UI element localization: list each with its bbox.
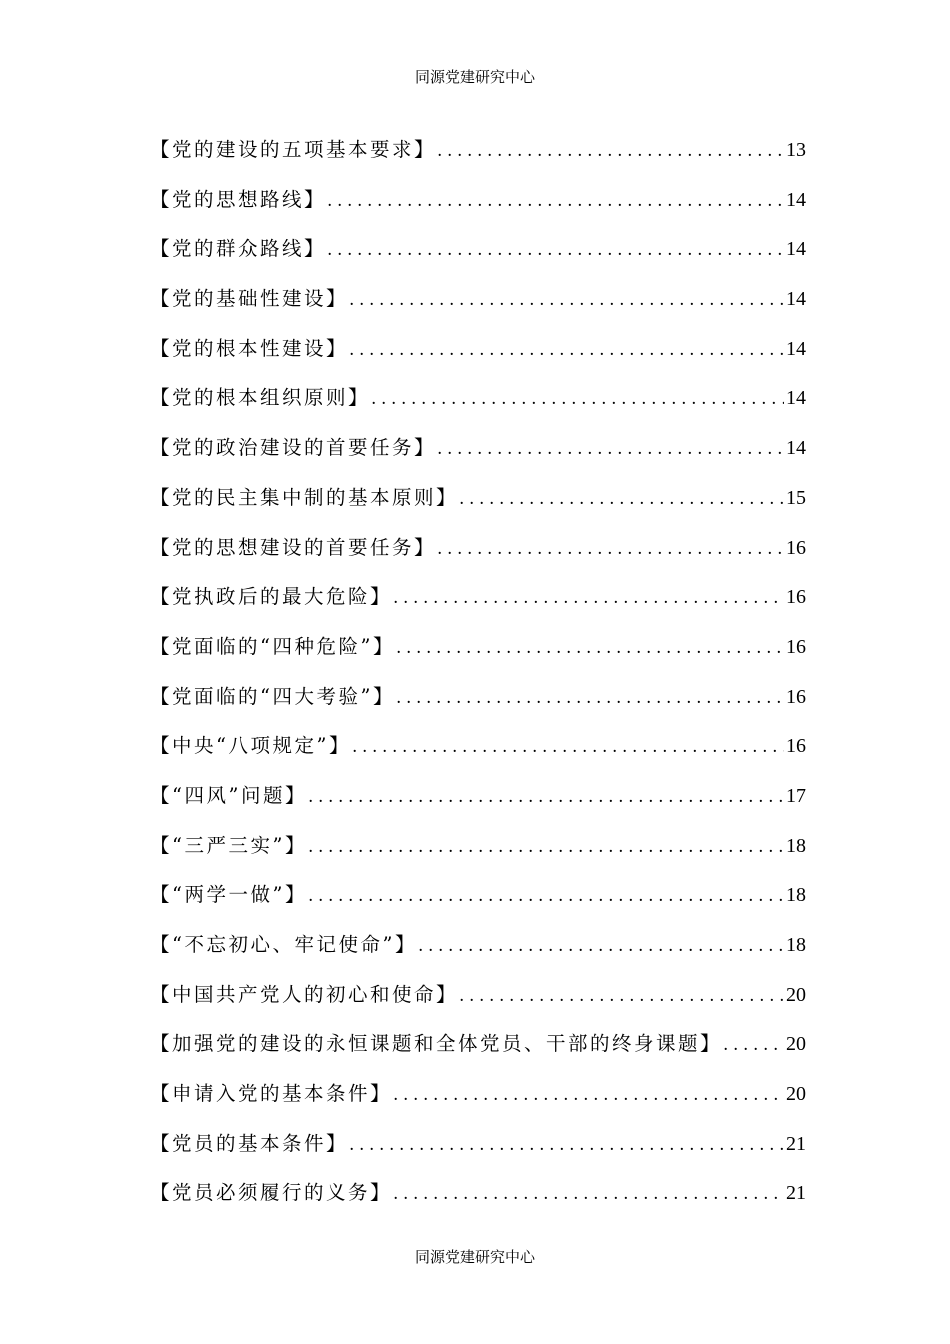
- toc-entry-title: 【党的民主集中制的基本原则】: [150, 485, 459, 509]
- toc-entry[interactable]: [150, 532, 806, 582]
- toc-entry-title: 【加强党的建设的永恒课题和全体党员、干部的终身课题】: [150, 1032, 723, 1056]
- toc-entry-title: 【中央“八项规定”】: [150, 734, 351, 758]
- toc-entry[interactable]: [150, 1128, 806, 1178]
- toc-entry-page: 18: [786, 834, 806, 857]
- toc-entry[interactable]: [150, 581, 806, 631]
- toc-dot-leader: [459, 986, 784, 1006]
- toc-entry[interactable]: [150, 432, 806, 482]
- toc-entry-title: 【“不忘初心、牢记使命”】: [150, 933, 417, 956]
- toc-dot-leader: [308, 837, 784, 857]
- toc-dot-leader: [437, 141, 784, 161]
- toc-entry[interactable]: [150, 681, 806, 731]
- toc-dot-leader: [327, 240, 784, 260]
- toc-entry-page: 17: [786, 784, 806, 807]
- toc-entry-title: 【党面临的“四大考验”】: [150, 684, 395, 708]
- toc-dot-leader: [396, 688, 784, 708]
- toc-entry-title: 【党的群众路线】: [150, 237, 327, 261]
- toc-dot-leader: [393, 1085, 784, 1105]
- toc-entry-page: 16: [786, 635, 806, 658]
- toc-entry-page: 14: [786, 387, 806, 410]
- toc-dot-leader: [437, 539, 784, 559]
- toc-dot-leader: [352, 737, 784, 757]
- toc-entry[interactable]: [150, 929, 806, 979]
- toc-dot-leader: [371, 389, 784, 409]
- toc-entry-page: 21: [786, 1182, 806, 1205]
- toc-entry[interactable]: [150, 482, 806, 532]
- toc-entry-title: 【党的政治建设的首要任务】: [150, 436, 437, 460]
- toc-entry-title: 【党面临的“四种危险”】: [150, 634, 395, 658]
- toc-entry-page: 14: [786, 188, 806, 211]
- toc-entry-page: 20: [786, 983, 806, 1006]
- toc-entry-title: 【“两学一做”】: [150, 883, 307, 907]
- toc-dot-leader: [349, 290, 784, 310]
- toc-dot-leader: [393, 1184, 784, 1204]
- toc-entry[interactable]: [150, 979, 806, 1029]
- toc-entry[interactable]: [150, 631, 806, 681]
- toc-entry[interactable]: [150, 1177, 806, 1227]
- toc-entry[interactable]: [150, 382, 806, 432]
- toc-entry-page: 16: [786, 536, 806, 559]
- page-header: 同源党建研究中心: [414, 68, 535, 86]
- toc-entry[interactable]: [150, 879, 806, 929]
- toc-dot-leader: [418, 936, 784, 956]
- toc-entry-title: 【党的思想路线】: [150, 187, 327, 211]
- toc-entry-page: 18: [786, 934, 806, 956]
- toc-dot-leader: [308, 787, 784, 807]
- toc-entry-title: 【党的根本性建设】: [150, 336, 349, 360]
- toc-entry-page: 16: [786, 735, 806, 758]
- toc-entry[interactable]: [150, 830, 806, 880]
- toc-entry-title: 【“三严三实”】: [150, 833, 307, 857]
- toc-entry[interactable]: [150, 184, 806, 234]
- toc-dot-leader: [393, 588, 784, 608]
- toc-entry-title: 【申请入党的基本条件】: [150, 1082, 393, 1106]
- toc-entry-page: 14: [786, 288, 806, 311]
- toc-entry-page: 14: [786, 238, 806, 261]
- toc-entry-title: 【党的建设的五项基本要求】: [150, 138, 437, 161]
- toc-dot-leader: [349, 1135, 784, 1155]
- toc-dot-leader: [459, 489, 784, 509]
- toc-entry-page: 13: [786, 139, 806, 161]
- toc-dot-leader: [396, 638, 784, 658]
- toc-entry-title: 【党员的基本条件】: [150, 1131, 349, 1155]
- toc-entry-title: 【党的根本组织原则】: [150, 386, 371, 410]
- toc-entry-title: 【党执政后的最大危险】: [150, 585, 393, 609]
- toc-entry-title: 【党的思想建设的首要任务】: [150, 535, 437, 559]
- page-footer: 同源党建研究中心: [414, 1248, 535, 1266]
- toc-entry-page: 14: [786, 437, 806, 460]
- table-of-contents: [150, 134, 806, 1227]
- toc-entry-page: 20: [786, 1033, 806, 1056]
- toc-entry[interactable]: [150, 134, 806, 184]
- toc-entry-title: 【中国共产党人的初心和使命】: [150, 982, 459, 1006]
- toc-entry-page: 16: [786, 685, 806, 708]
- toc-entry-page: 14: [786, 337, 806, 360]
- toc-dot-leader: [349, 340, 784, 360]
- toc-dot-leader: [327, 191, 784, 211]
- toc-dot-leader: [723, 1035, 784, 1055]
- toc-entry-title: 【党的基础性建设】: [150, 287, 349, 311]
- toc-entry[interactable]: [150, 1078, 806, 1128]
- toc-entry-title: 【“四风”问题】: [150, 783, 307, 807]
- toc-entry[interactable]: [150, 730, 806, 780]
- toc-entry[interactable]: [150, 780, 806, 830]
- toc-entry-page: 21: [786, 1132, 806, 1155]
- toc-entry-page: 18: [786, 884, 806, 907]
- toc-entry-title: 【党员必须履行的义务】: [150, 1181, 393, 1205]
- toc-entry-page: 16: [786, 586, 806, 609]
- toc-entry[interactable]: [150, 1028, 806, 1078]
- toc-dot-leader: [308, 886, 784, 906]
- toc-entry[interactable]: [150, 333, 806, 383]
- toc-entry-page: 15: [786, 486, 806, 509]
- toc-dot-leader: [437, 439, 784, 459]
- toc-entry-page: 20: [786, 1083, 806, 1106]
- toc-entry[interactable]: [150, 283, 806, 333]
- toc-entry[interactable]: [150, 233, 806, 283]
